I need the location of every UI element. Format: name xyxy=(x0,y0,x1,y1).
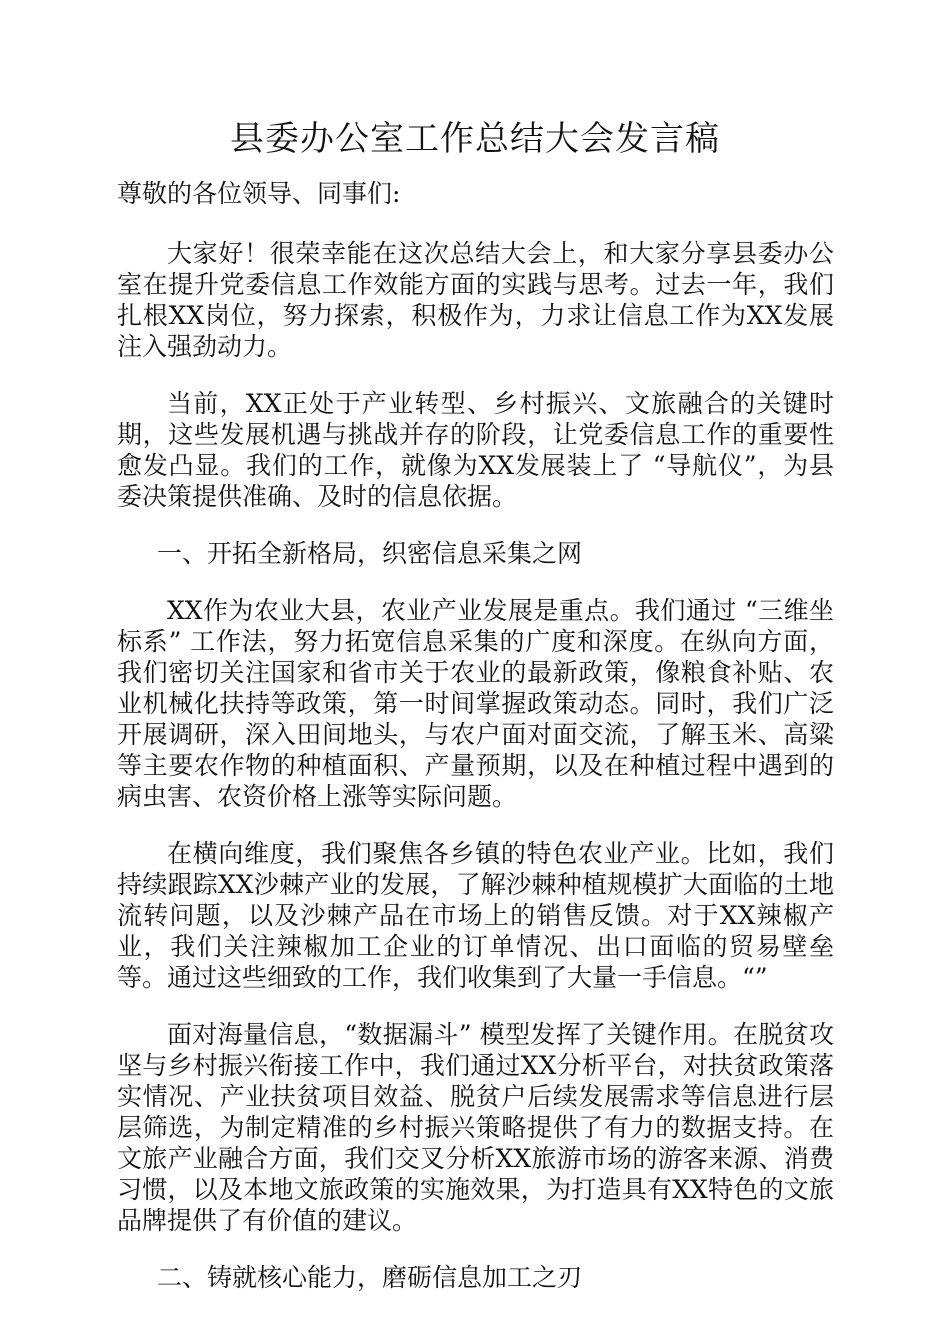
document-body xyxy=(117,178,834,1319)
paragraph-section1-c: 面对海量信息，“数据漏斗” 模型发挥了关键作用。在脱贫攻坚与乡村振兴衔接工作中，我们通过XX分析平台，对扶贫政策落实情况、产业扶贫项目效益、脱贫户后续发展需求等信息进行层层筛选，为制定精准的乡村振兴策略提供了有力的数据支持。在文旅产业融合方面，我们交叉分析XX旅游市场的游客来源、消费习惯，以及本地文旅政策的实施效果，为打造具有XX特色的文旅品牌提供了有价值的建议。 xyxy=(117,1020,834,1235)
paragraph-section1-b: 在横向维度，我们聚焦各乡镇的特色农业产业。比如，我们持续跟踪XX沙棘产业的发展，了解沙棘种植规模扩大面临的土地流转问题，以及沙棘产品在市场上的销售反馈。对于XX辣椒产业，我们关注辣椒加工企业的订单情况、出口面临的贸易壁垒等。通过这些细致的工作，我们收集到了大量一手信息。“” xyxy=(117,839,834,992)
paragraph-greeting: 大家好！很荣幸能在这次总结大会上，和大家分享县委办公室在提升党委信息工作效能方面的实践与思考。过去一年，我们扎根XX岗位，努力探索，积极作为，力求让信息工作为XX发展注入强劲动力。 xyxy=(117,239,834,361)
salutation: 尊敬的各位领导、同事们: xyxy=(117,179,401,208)
paragraph-section1-a: XX作为农业大县，农业产业发展是重点。我们通过 “三维坐标系” 工作法，努力拓宽信息采集的广度和深度。在纵向方面，我们密切关注国家和省市关于农业的最新政策，像粮食补贴、农业机械化扶持等政策，第一时间掌握政策动态。同时，我们广泛开展调研，深入田间地头，与农户面对面交流，了解玉米、高粱等主要农作物的种植面积、产量预期，以及在种植过程中遇到的病虫害、农资价格上涨等实际问题。 xyxy=(117,596,834,811)
section-heading-1: 一、开拓全新格局，织密信息采集之网 xyxy=(157,539,583,568)
document-title: 县委办公室工作总结大会发言稿 xyxy=(230,119,720,159)
section-heading-2: 二、铸就核心能力，磨砺信息加工之刃 xyxy=(157,1263,583,1292)
paragraph-context: 当前，XX正处于产业转型、乡村振兴、文旅融合的关键时期，这些发展机遇与挑战并存的阶段，让党委信息工作的重要性愈发凸显。我们的工作，就像为XX发展装上了 “导航仪”，为县委决策提供准确、及时的信息依据。 xyxy=(117,389,834,511)
